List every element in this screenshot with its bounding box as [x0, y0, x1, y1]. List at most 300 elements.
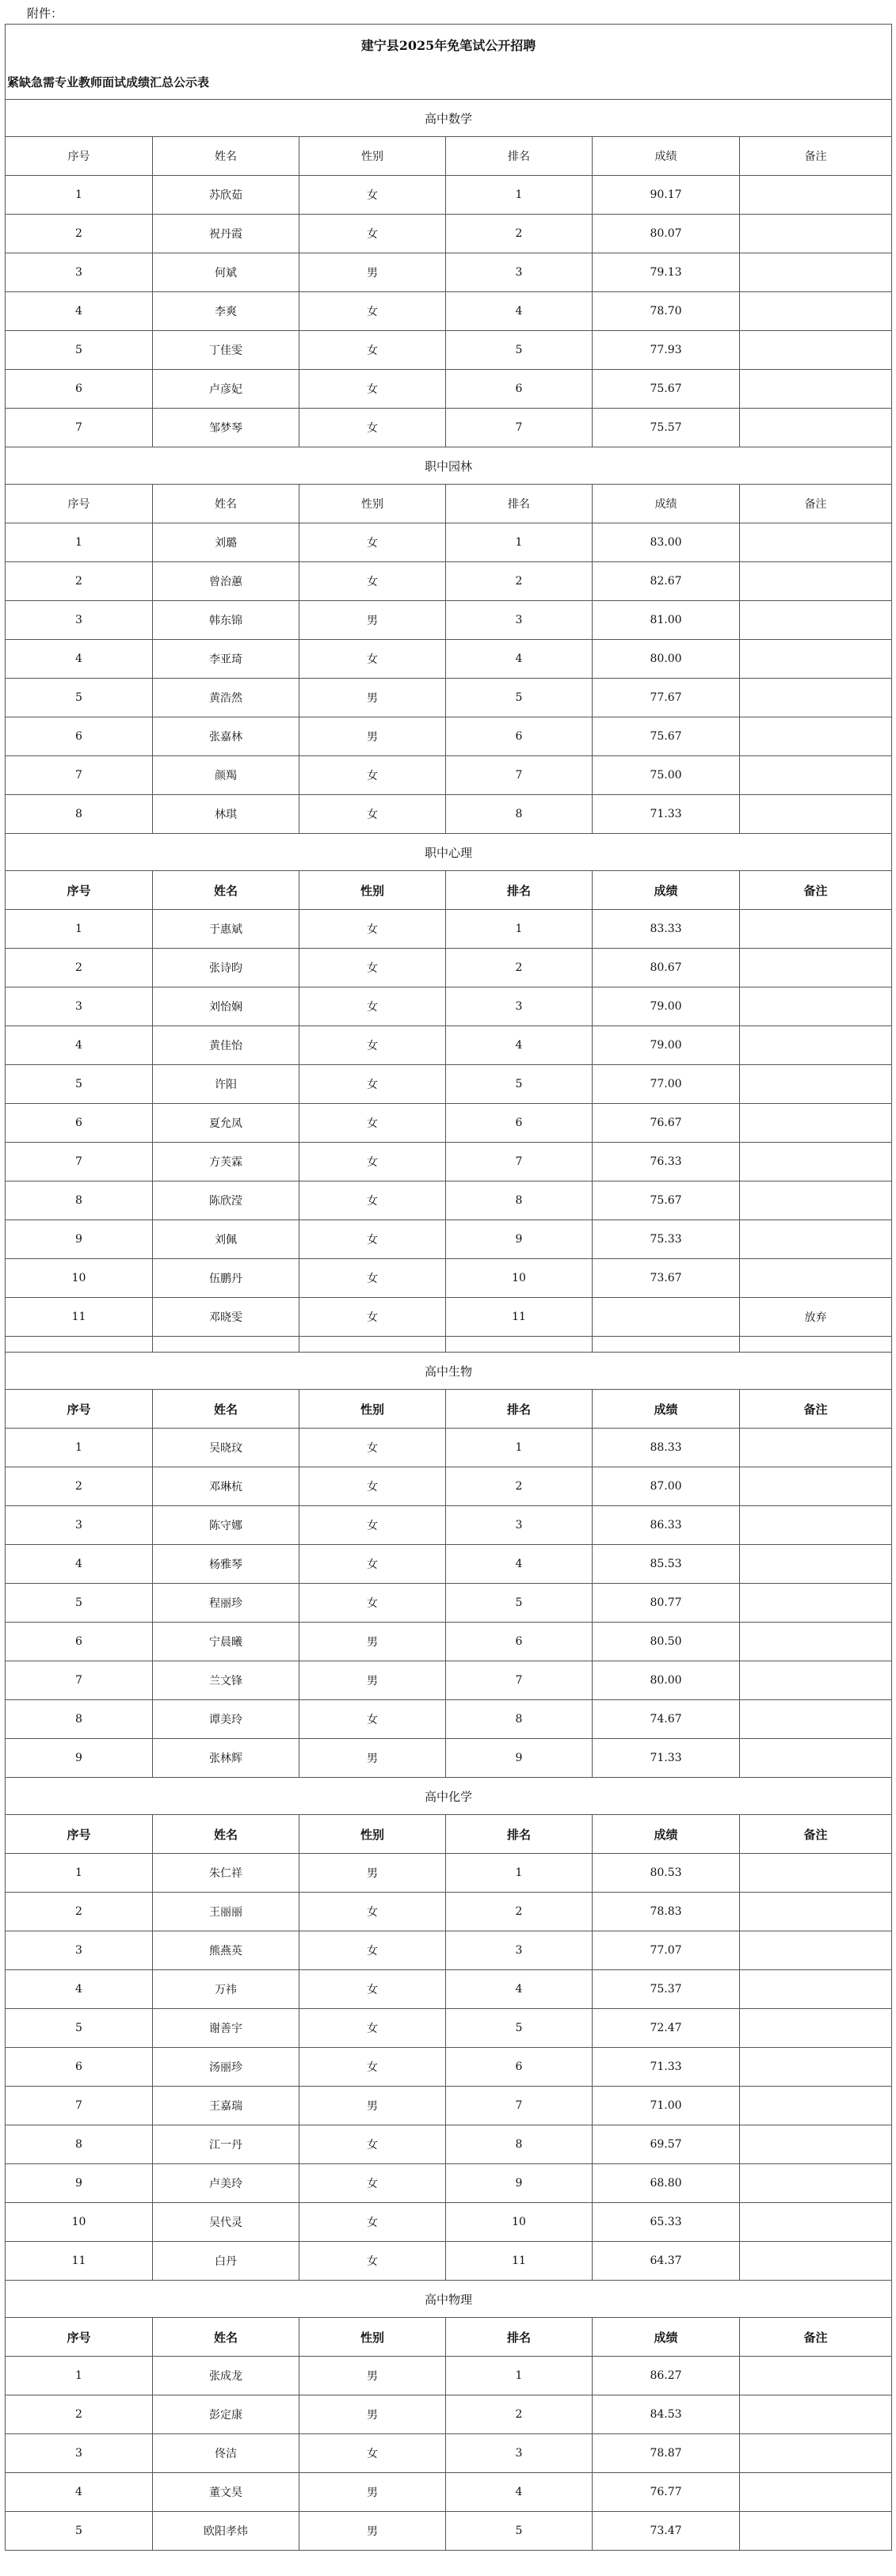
- cell-col-remark: [740, 1545, 892, 1584]
- column-header-col-index: 序号: [6, 1390, 153, 1429]
- cell-col-gender: 女: [299, 2048, 446, 2087]
- cell-col-score: 80.77: [593, 1584, 740, 1623]
- cell-col-gender: 男: [299, 717, 446, 756]
- column-header-col-name: 姓名: [153, 485, 299, 523]
- section-title-row: [6, 834, 892, 871]
- cell-col-index: 2: [6, 1893, 153, 1931]
- column-header-row: [6, 1815, 892, 1854]
- table-row: [6, 370, 892, 409]
- document-subtitle: 紧缺急需专业教师面试成绩汇总公示表: [6, 64, 892, 100]
- cell-col-index: 9: [6, 1739, 153, 1778]
- column-header-col-remark: 备注: [740, 2318, 892, 2357]
- cell-col-index: 11: [6, 2242, 153, 2281]
- cell-col-gender: 女: [299, 1104, 446, 1143]
- column-header-col-gender: 性别: [299, 1815, 446, 1854]
- cell-col-rank: 2: [446, 1467, 593, 1506]
- table-row: [6, 679, 892, 717]
- column-header-col-score: 成绩: [593, 137, 740, 176]
- cell-col-index: 3: [6, 1931, 153, 1970]
- cell-col-score: 80.07: [593, 215, 740, 253]
- cell-col-score: 88.33: [593, 1429, 740, 1467]
- cell-col-remark: [740, 640, 892, 679]
- cell-col-remark: [740, 987, 892, 1026]
- cell-col-gender: 女: [299, 795, 446, 834]
- section-title: 职中心理: [6, 834, 892, 871]
- cell-col-gender: 女: [299, 409, 446, 447]
- cell-col-remark: [740, 253, 892, 292]
- cell-col-gender: 女: [299, 1506, 446, 1545]
- cell-col-name: 白丹: [153, 2242, 299, 2281]
- cell-col-score: 83.00: [593, 523, 740, 562]
- cell-col-index: 5: [6, 679, 153, 717]
- cell-col-gender: 女: [299, 910, 446, 949]
- cell-col-index: 7: [6, 756, 153, 795]
- cell-col-name: 谭美玲: [153, 1700, 299, 1739]
- table-row: [6, 1623, 892, 1661]
- cell-col-index: 9: [6, 1220, 153, 1259]
- column-header-col-index: 序号: [6, 1815, 153, 1854]
- cell-col-gender: 男: [299, 253, 446, 292]
- cell-col-score: 65.33: [593, 2203, 740, 2242]
- table-row: [6, 1545, 892, 1584]
- cell-col-score: 71.33: [593, 2048, 740, 2087]
- cell-col-score: 76.33: [593, 1143, 740, 1181]
- column-header-col-rank: 排名: [446, 137, 593, 176]
- cell-col-rank: 5: [446, 1584, 593, 1623]
- cell-col-rank: 9: [446, 2164, 593, 2203]
- cell-col-name: 宁晨曦: [153, 1623, 299, 1661]
- cell-col-rank: 4: [446, 2473, 593, 2512]
- cell-col-name: 谢善宇: [153, 2009, 299, 2048]
- cell-col-rank: 7: [446, 2087, 593, 2125]
- table-row: [6, 2087, 892, 2125]
- cell-col-score: 75.67: [593, 370, 740, 409]
- cell-col-name: 兰文锋: [153, 1661, 299, 1700]
- cell-col-rank: 3: [446, 601, 593, 640]
- table-row: [6, 1220, 892, 1259]
- section-title: 高中生物: [6, 1353, 892, 1390]
- cell-col-score: 79.00: [593, 1026, 740, 1065]
- cell-col-remark: [740, 601, 892, 640]
- cell-col-name: 邓琳杭: [153, 1467, 299, 1506]
- cell-col-rank: 10: [446, 2203, 593, 2242]
- column-header-row: [6, 2318, 892, 2357]
- cell-col-name: 张成龙: [153, 2357, 299, 2395]
- cell-col-score: [593, 1298, 740, 1337]
- column-header-col-score: 成绩: [593, 2318, 740, 2357]
- cell-col-name: 程丽珍: [153, 1584, 299, 1623]
- document-title: 建宁县2025年免笔试公开招聘: [6, 25, 892, 65]
- cell-col-index: 8: [6, 2125, 153, 2164]
- column-header-col-remark: 备注: [740, 1815, 892, 1854]
- cell-col-index: 8: [6, 795, 153, 834]
- cell-col-remark: [740, 1661, 892, 1700]
- table-row: [6, 910, 892, 949]
- cell-col-index: 6: [6, 717, 153, 756]
- cell-col-score: 75.67: [593, 1181, 740, 1220]
- title-row: [6, 25, 892, 65]
- column-header-col-gender: 性别: [299, 1390, 446, 1429]
- cell-col-remark: [740, 2125, 892, 2164]
- column-header-row: [6, 1390, 892, 1429]
- cell-col-rank: 11: [446, 1298, 593, 1337]
- cell-col-index: 7: [6, 409, 153, 447]
- column-header-col-score: 成绩: [593, 485, 740, 523]
- cell-col-remark: [740, 679, 892, 717]
- cell-col-score: 90.17: [593, 176, 740, 215]
- cell-col-score: 69.57: [593, 2125, 740, 2164]
- cell-col-score: 68.80: [593, 2164, 740, 2203]
- cell-col-score: 71.33: [593, 1739, 740, 1778]
- cell-col-name: 李爽: [153, 292, 299, 331]
- cell-col-score: 86.33: [593, 1506, 740, 1545]
- cell-col-name: 陈守娜: [153, 1506, 299, 1545]
- cell-col-index: 10: [6, 1259, 153, 1298]
- cell-col-gender: 女: [299, 2125, 446, 2164]
- cell-col-remark: [740, 1065, 892, 1104]
- column-header-col-rank: 排名: [446, 871, 593, 910]
- cell-col-score: 75.00: [593, 756, 740, 795]
- cell-col-name: 方芙霖: [153, 1143, 299, 1181]
- cell-col-score: 75.67: [593, 717, 740, 756]
- cell-col-gender: 女: [299, 176, 446, 215]
- cell-col-remark: [740, 1026, 892, 1065]
- cell-col-score: 64.37: [593, 2242, 740, 2281]
- cell-col-gender: 女: [299, 1065, 446, 1104]
- cell-col-rank: 2: [446, 2395, 593, 2434]
- table-row: [6, 2357, 892, 2395]
- column-header-col-name: 姓名: [153, 2318, 299, 2357]
- cell-col-score: 84.53: [593, 2395, 740, 2434]
- cell-col-name: 祝丹霞: [153, 215, 299, 253]
- section-title: 高中化学: [6, 1778, 892, 1815]
- column-header-col-remark: 备注: [740, 485, 892, 523]
- cell-col-rank: 1: [446, 176, 593, 215]
- table-row: [6, 1893, 892, 1931]
- cell-col-index: 7: [6, 1143, 153, 1181]
- cell-col-gender: 女: [299, 1931, 446, 1970]
- cell-col-name: 卢彦妃: [153, 370, 299, 409]
- cell-col-gender: 女: [299, 1893, 446, 1931]
- cell-col-remark: [740, 2048, 892, 2087]
- cell-col-index: 6: [6, 1623, 153, 1661]
- cell-col-name: 伍鹏丹: [153, 1259, 299, 1298]
- cell-col-index: 7: [6, 1661, 153, 1700]
- section-title: 职中园林: [6, 447, 892, 485]
- cell-col-index: 1: [6, 1429, 153, 1467]
- table-row: [6, 2434, 892, 2473]
- cell-col-remark: [740, 2087, 892, 2125]
- table-row: [6, 253, 892, 292]
- cell-col-rank: 6: [446, 370, 593, 409]
- cell-col-rank: 1: [446, 910, 593, 949]
- cell-col-name: 何斌: [153, 253, 299, 292]
- cell-col-gender: 女: [299, 640, 446, 679]
- table-row: [6, 987, 892, 1026]
- cell-col-index: 3: [6, 601, 153, 640]
- table-row: [6, 409, 892, 447]
- cell-col-name: 王丽丽: [153, 1893, 299, 1931]
- cell-col-rank: 1: [446, 523, 593, 562]
- cell-col-score: 74.67: [593, 1700, 740, 1739]
- cell-col-rank: 2: [446, 949, 593, 987]
- cell-col-remark: [740, 910, 892, 949]
- cell-col-name: 邓晓雯: [153, 1298, 299, 1337]
- cell-col-score: 73.67: [593, 1259, 740, 1298]
- cell-col-name: 苏欣茹: [153, 176, 299, 215]
- cell-col-name: 夏允凤: [153, 1104, 299, 1143]
- cell-col-remark: [740, 1220, 892, 1259]
- table-row: [6, 523, 892, 562]
- table-row: [6, 1259, 892, 1298]
- cell-col-gender: 女: [299, 1584, 446, 1623]
- cell-col-gender: 男: [299, 601, 446, 640]
- cell-col-score: 87.00: [593, 1467, 740, 1506]
- cell-col-remark: [740, 2395, 892, 2434]
- cell-col-rank: 2: [446, 215, 593, 253]
- table-row: [6, 1143, 892, 1181]
- cell-col-gender: 男: [299, 1739, 446, 1778]
- cell-col-rank: 4: [446, 292, 593, 331]
- blank-cell: [153, 1337, 299, 1353]
- cell-col-index: 5: [6, 331, 153, 370]
- cell-col-score: 80.53: [593, 1854, 740, 1893]
- cell-col-remark: [740, 1893, 892, 1931]
- table-row: [6, 640, 892, 679]
- column-header-col-index: 序号: [6, 2318, 153, 2357]
- table-row: [6, 1931, 892, 1970]
- cell-col-remark: [740, 795, 892, 834]
- cell-col-rank: 9: [446, 1739, 593, 1778]
- cell-col-name: 刘怡娴: [153, 987, 299, 1026]
- section-title-row: [6, 100, 892, 137]
- cell-col-remark: [740, 2357, 892, 2395]
- cell-col-index: 4: [6, 1545, 153, 1584]
- cell-col-score: 75.33: [593, 1220, 740, 1259]
- cell-col-rank: 4: [446, 1545, 593, 1584]
- cell-col-index: 6: [6, 1104, 153, 1143]
- table-row: [6, 1739, 892, 1778]
- cell-col-rank: 7: [446, 756, 593, 795]
- cell-col-name: 杨雅琴: [153, 1545, 299, 1584]
- cell-col-score: 77.93: [593, 331, 740, 370]
- cell-col-rank: 3: [446, 253, 593, 292]
- cell-col-score: 80.00: [593, 1661, 740, 1700]
- table-row: [6, 1854, 892, 1893]
- blank-cell: [299, 1337, 446, 1353]
- cell-col-name: 佟洁: [153, 2434, 299, 2473]
- table-row: [6, 2048, 892, 2087]
- cell-col-remark: [740, 1506, 892, 1545]
- cell-col-index: 5: [6, 2009, 153, 2048]
- cell-col-remark: [740, 2203, 892, 2242]
- column-header-col-name: 姓名: [153, 1390, 299, 1429]
- column-header-row: [6, 137, 892, 176]
- column-header-col-rank: 排名: [446, 1815, 593, 1854]
- table-row: [6, 2203, 892, 2242]
- cell-col-gender: 女: [299, 2434, 446, 2473]
- cell-col-name: 颜羯: [153, 756, 299, 795]
- cell-col-gender: 女: [299, 1259, 446, 1298]
- cell-col-score: 86.27: [593, 2357, 740, 2395]
- cell-col-gender: 女: [299, 1143, 446, 1181]
- cell-col-index: 4: [6, 2473, 153, 2512]
- cell-col-gender: 女: [299, 215, 446, 253]
- cell-col-rank: 8: [446, 1700, 593, 1739]
- cell-col-gender: 女: [299, 1700, 446, 1739]
- cell-col-score: 72.47: [593, 2009, 740, 2048]
- cell-col-score: 77.07: [593, 1931, 740, 1970]
- cell-col-remark: [740, 292, 892, 331]
- column-header-col-name: 姓名: [153, 137, 299, 176]
- score-sheet: [5, 24, 891, 2551]
- cell-col-index: 4: [6, 1970, 153, 2009]
- cell-col-score: 78.87: [593, 2434, 740, 2473]
- cell-col-score: 80.67: [593, 949, 740, 987]
- cell-col-name: 刘璐: [153, 523, 299, 562]
- cell-col-remark: [740, 409, 892, 447]
- blank-cell: [593, 1337, 740, 1353]
- cell-col-score: 82.67: [593, 562, 740, 601]
- cell-col-remark: [740, 756, 892, 795]
- column-header-col-remark: 备注: [740, 137, 892, 176]
- column-header-col-index: 序号: [6, 485, 153, 523]
- cell-col-remark: [740, 370, 892, 409]
- column-header-row: [6, 871, 892, 910]
- cell-col-rank: 3: [446, 987, 593, 1026]
- cell-col-remark: [740, 1259, 892, 1298]
- table-row: [6, 2512, 892, 2551]
- column-header-col-remark: 备注: [740, 1390, 892, 1429]
- cell-col-gender: 女: [299, 562, 446, 601]
- cell-col-gender: 女: [299, 1970, 446, 2009]
- cell-col-rank: 6: [446, 717, 593, 756]
- cell-col-rank: 4: [446, 640, 593, 679]
- cell-col-gender: 女: [299, 1220, 446, 1259]
- table-row: [6, 292, 892, 331]
- cell-col-remark: [740, 2434, 892, 2473]
- cell-col-rank: 6: [446, 2048, 593, 2087]
- cell-col-name: 于惠斌: [153, 910, 299, 949]
- cell-col-score: 75.37: [593, 1970, 740, 2009]
- cell-col-name: 江一丹: [153, 2125, 299, 2164]
- cell-col-index: 3: [6, 1506, 153, 1545]
- cell-col-index: 3: [6, 2434, 153, 2473]
- cell-col-score: 80.00: [593, 640, 740, 679]
- cell-col-remark: [740, 949, 892, 987]
- cell-col-index: 4: [6, 292, 153, 331]
- table-row: [6, 1298, 892, 1337]
- table-row: [6, 562, 892, 601]
- cell-col-score: 78.70: [593, 292, 740, 331]
- cell-col-rank: 6: [446, 1104, 593, 1143]
- cell-col-rank: 2: [446, 1893, 593, 1931]
- table-row: [6, 1661, 892, 1700]
- cell-col-name: 汤丽珍: [153, 2048, 299, 2087]
- cell-col-index: 5: [6, 1065, 153, 1104]
- cell-col-score: 80.50: [593, 1623, 740, 1661]
- cell-col-name: 黄佳怡: [153, 1026, 299, 1065]
- cell-col-name: 丁佳雯: [153, 331, 299, 370]
- table-row: [6, 2009, 892, 2048]
- cell-col-remark: [740, 331, 892, 370]
- cell-col-name: 吴晓玟: [153, 1429, 299, 1467]
- cell-col-index: 5: [6, 1584, 153, 1623]
- cell-col-remark: [740, 2164, 892, 2203]
- cell-col-rank: 7: [446, 409, 593, 447]
- table-row: [6, 2242, 892, 2281]
- cell-col-remark: [740, 1104, 892, 1143]
- column-header-col-remark: 备注: [740, 871, 892, 910]
- cell-col-remark: [740, 1181, 892, 1220]
- cell-col-index: 2: [6, 1467, 153, 1506]
- column-header-col-rank: 排名: [446, 485, 593, 523]
- table-row: [6, 176, 892, 215]
- cell-col-score: 81.00: [593, 601, 740, 640]
- cell-col-index: 2: [6, 215, 153, 253]
- table-row: [6, 717, 892, 756]
- cell-col-score: 83.33: [593, 910, 740, 949]
- cell-col-rank: 1: [446, 2357, 593, 2395]
- cell-col-index: 1: [6, 910, 153, 949]
- cell-col-name: 陈欣滢: [153, 1181, 299, 1220]
- section-title-row: [6, 2281, 892, 2318]
- table-row: [6, 1065, 892, 1104]
- subtitle-row: [6, 64, 892, 100]
- cell-col-score: 76.77: [593, 2473, 740, 2512]
- cell-col-gender: 女: [299, 523, 446, 562]
- blank-cell: [740, 1337, 892, 1353]
- cell-col-index: 4: [6, 640, 153, 679]
- cell-col-rank: 8: [446, 1181, 593, 1220]
- cell-col-score: 71.00: [593, 2087, 740, 2125]
- table-row: [6, 2473, 892, 2512]
- table-row: [6, 1104, 892, 1143]
- cell-col-name: 朱仁祥: [153, 1854, 299, 1893]
- cell-col-gender: 女: [299, 1429, 446, 1467]
- cell-col-index: 11: [6, 1298, 153, 1337]
- column-header-col-score: 成绩: [593, 1815, 740, 1854]
- cell-col-name: 张诗昀: [153, 949, 299, 987]
- table-row: [6, 949, 892, 987]
- cell-col-gender: 女: [299, 2164, 446, 2203]
- cell-col-index: 9: [6, 2164, 153, 2203]
- cell-col-rank: 4: [446, 1970, 593, 2009]
- cell-col-rank: 5: [446, 331, 593, 370]
- cell-col-index: 2: [6, 562, 153, 601]
- cell-col-name: 张嘉林: [153, 717, 299, 756]
- cell-col-gender: 女: [299, 331, 446, 370]
- cell-col-gender: 男: [299, 2357, 446, 2395]
- cell-col-rank: 10: [446, 1259, 593, 1298]
- cell-col-rank: 3: [446, 2434, 593, 2473]
- cell-col-gender: 男: [299, 2473, 446, 2512]
- cell-col-index: 1: [6, 1854, 153, 1893]
- cell-col-gender: 男: [299, 679, 446, 717]
- cell-col-score: 73.47: [593, 2512, 740, 2551]
- cell-col-remark: [740, 2512, 892, 2551]
- cell-col-index: 4: [6, 1026, 153, 1065]
- cell-col-name: 王嘉瑞: [153, 2087, 299, 2125]
- cell-col-remark: [740, 717, 892, 756]
- cell-col-name: 万祎: [153, 1970, 299, 2009]
- cell-col-gender: 女: [299, 1026, 446, 1065]
- column-header-col-rank: 排名: [446, 1390, 593, 1429]
- section-title: 高中物理: [6, 2281, 892, 2318]
- table-row: [6, 1429, 892, 1467]
- cell-col-rank: 1: [446, 1429, 593, 1467]
- cell-col-score: 79.13: [593, 253, 740, 292]
